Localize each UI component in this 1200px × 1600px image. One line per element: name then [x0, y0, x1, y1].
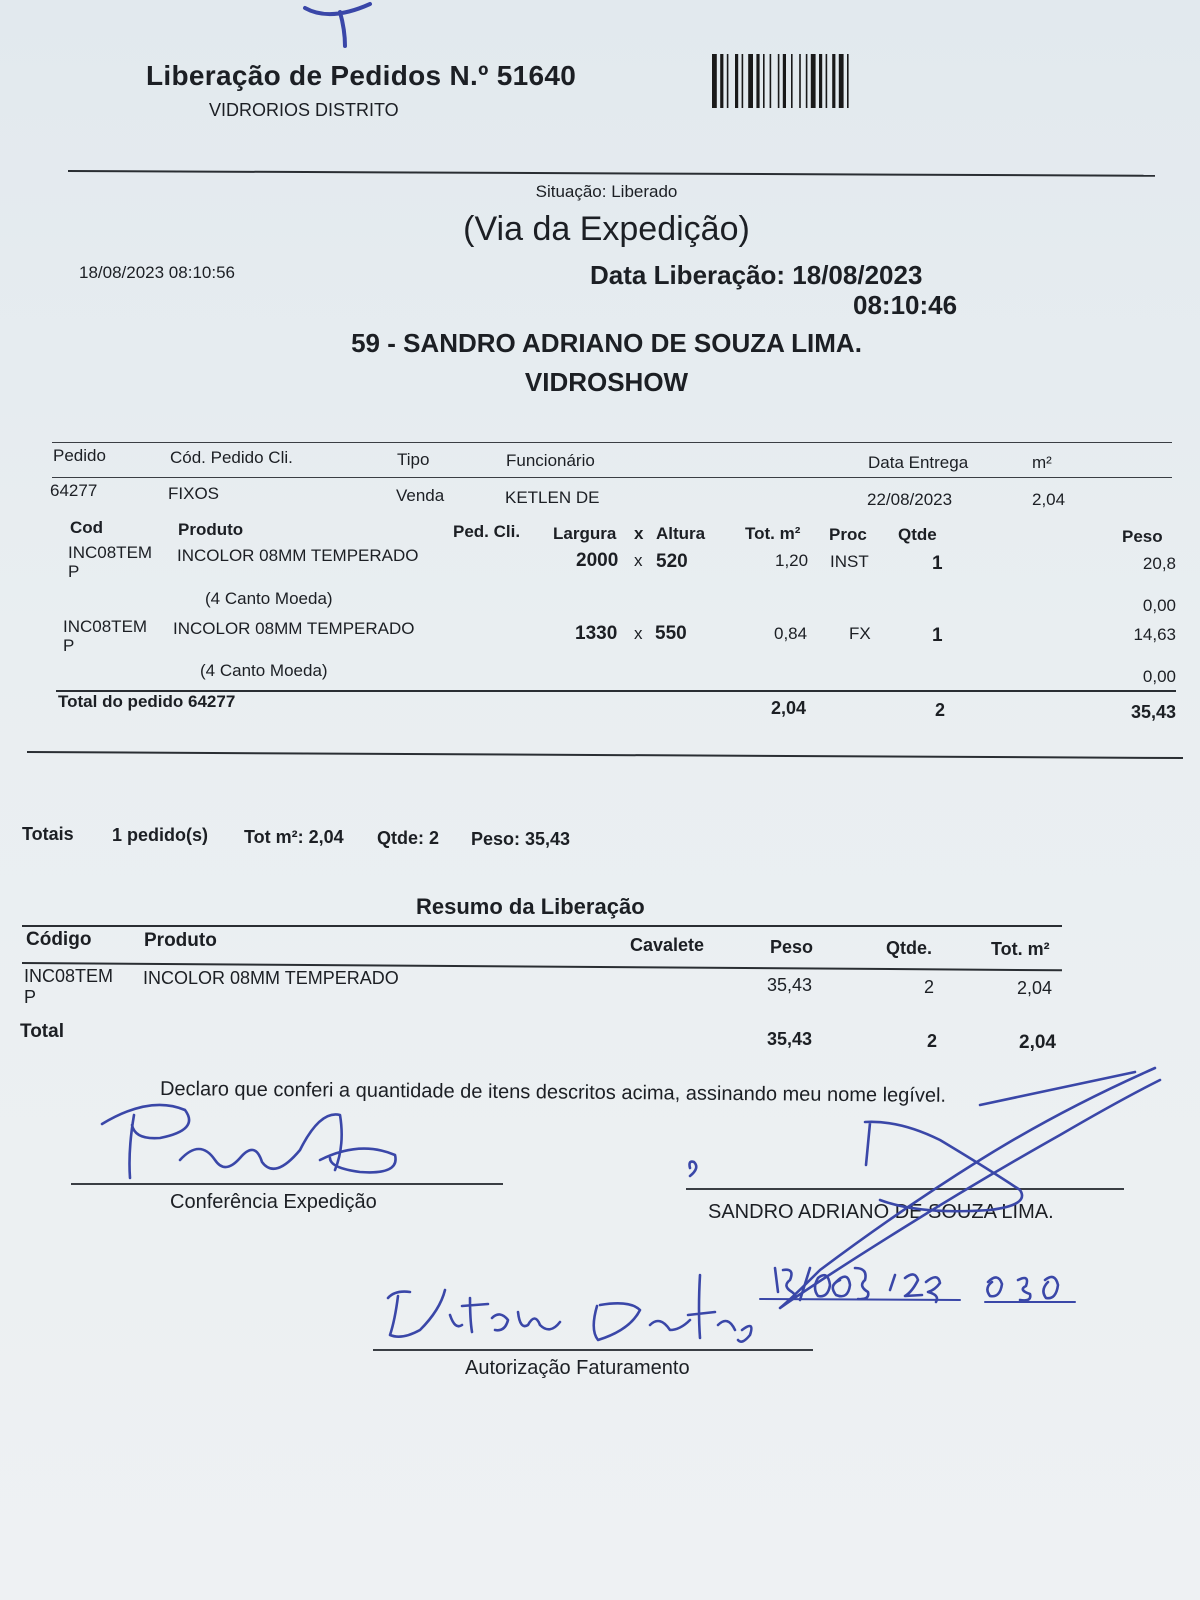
declaration-text: Declaro que conferi a quantidade de itens descritos acima, assinando meu nome legível.	[159, 1078, 947, 1107]
col-tipo: Tipo	[397, 450, 430, 469]
print-datetime: 18/08/2023 08:10:56	[79, 263, 235, 282]
col-ped-cli: Ped. Cli.	[453, 522, 521, 541]
totals-qtde: Qtde: 2	[377, 828, 440, 848]
summary-row-tot-m2: 2,04	[1017, 978, 1053, 998]
summary-col-qtde: Qtde.	[886, 938, 933, 958]
order-total-label: Total do pedido 64277	[58, 692, 236, 711]
item-row-2-x: x	[634, 624, 643, 643]
order-pedido: 64277	[50, 481, 98, 500]
col-tot-m2: Tot. m²	[745, 524, 801, 543]
status-text: Situação: Liberado	[535, 182, 678, 201]
item-row-2-qtde: 1	[932, 625, 943, 646]
col-peso: Peso	[1122, 527, 1163, 546]
col-m2: m²	[1032, 453, 1052, 472]
order-total-qtde: 2	[935, 700, 946, 720]
totals-peso: Peso: 35,43	[471, 829, 571, 849]
item-row-1-altura: 520	[656, 551, 688, 572]
col-cod: Cod	[70, 518, 104, 537]
summary-total-label: Total	[20, 1021, 64, 1042]
col-altura: Altura	[656, 524, 706, 543]
order-m2: 2,04	[1032, 490, 1066, 509]
totals-pedidos: 1 pedido(s)	[112, 825, 209, 845]
item-row-2-peso: 14,63	[1133, 625, 1176, 644]
item-row-2-largura: 1330	[575, 623, 618, 644]
order-tipo: Venda	[396, 486, 445, 505]
item-row-2-note-peso: 0,00	[1142, 667, 1176, 686]
item-row-1-peso: 20,8	[1142, 554, 1176, 573]
release-date-label: Data Liberação: 18/08/2023	[590, 260, 923, 290]
summary-col-tot-m2: Tot. m²	[991, 939, 1050, 959]
col-x: x	[634, 524, 644, 543]
item-row-1-proc: INST	[830, 552, 869, 571]
item-row-2-note: (4 Canto Moeda)	[200, 661, 328, 680]
company-name: VIDRORIOS DISTRITO	[209, 100, 399, 120]
handwritten-date	[760, 1268, 1075, 1302]
col-pedido: Pedido	[53, 446, 106, 465]
summary-row-qtde: 2	[924, 977, 935, 997]
item-row-1-produto: INCOLOR 08MM TEMPERADO	[177, 546, 419, 565]
item-row-2-cod: INC08TEM P	[63, 617, 148, 655]
order-total-peso: 35,43	[1130, 702, 1176, 722]
item-row-2-proc: FX	[849, 624, 871, 643]
col-data-entrega: Data Entrega	[868, 453, 969, 472]
summary-total-qtde: 2	[927, 1031, 938, 1051]
autorizacao-label: Autorização Faturamento	[465, 1357, 690, 1379]
summary-row-produto: INCOLOR 08MM TEMPERADO	[143, 968, 399, 988]
col-proc: Proc	[829, 525, 867, 544]
totals-m2: Tot m²: 2,04	[244, 827, 344, 847]
item-row-1-largura: 2000	[576, 550, 619, 571]
col-qtde: Qtde	[898, 525, 937, 544]
client-name: 59 - SANDRO ADRIANO DE SOUZA LIMA.	[351, 328, 862, 358]
item-row-1-x: x	[634, 551, 643, 570]
order-cod-cli: FIXOS	[168, 484, 220, 503]
item-row-1-cod: INC08TEM P	[68, 543, 153, 581]
item-row-2-tot-m2: 0,84	[774, 624, 808, 643]
totals-label: Totais	[22, 824, 74, 844]
summary-total-peso: 35,43	[767, 1029, 813, 1049]
col-cod-cli: Cód. Pedido Cli.	[170, 448, 293, 467]
item-row-1-tot-m2: 1,20	[775, 551, 809, 570]
summary-col-cavalete: Cavalete	[630, 935, 705, 955]
item-row-2-altura: 550	[655, 623, 687, 644]
order-total-m2: 2,04	[771, 698, 807, 718]
document-title: Liberação de Pedidos N.º 51640	[146, 60, 577, 91]
summary-col-peso: Peso	[770, 937, 814, 957]
summary-total-tot-m2: 2,04	[1019, 1032, 1056, 1053]
summary-col-codigo: Código	[26, 929, 92, 950]
client-signature-label: SANDRO ADRIANO DE SOUZA LIMA.	[708, 1201, 1054, 1223]
col-produto: Produto	[178, 520, 244, 539]
signature-autorizacao	[388, 1275, 751, 1342]
col-largura: Largura	[553, 524, 617, 543]
order-data-entrega: 22/08/2023	[867, 490, 953, 509]
summary-title: Resumo da Liberação	[416, 894, 645, 919]
signature-cliente	[690, 1068, 1161, 1308]
item-row-1-note: (4 Canto Moeda)	[205, 589, 333, 608]
item-row-1-qtde: 1	[932, 553, 943, 574]
item-row-1-note-peso: 0,00	[1142, 596, 1176, 615]
signature-conferencia	[102, 1105, 396, 1178]
client-company: VIDROSHOW	[524, 367, 689, 397]
release-time: 08:10:46	[853, 290, 958, 320]
order-funcionario: KETLEN DE	[505, 488, 600, 507]
col-funcionario: Funcionário	[506, 451, 595, 470]
summary-row-cod: INC08TEM P	[24, 966, 114, 1007]
summary-col-produto: Produto	[144, 930, 217, 951]
conferencia-label: Conferência Expedição	[170, 1191, 377, 1213]
item-row-2-produto: INCOLOR 08MM TEMPERADO	[173, 619, 415, 638]
copy-label: (Via da Expedição)	[463, 210, 750, 248]
summary-row-peso: 35,43	[767, 975, 813, 995]
